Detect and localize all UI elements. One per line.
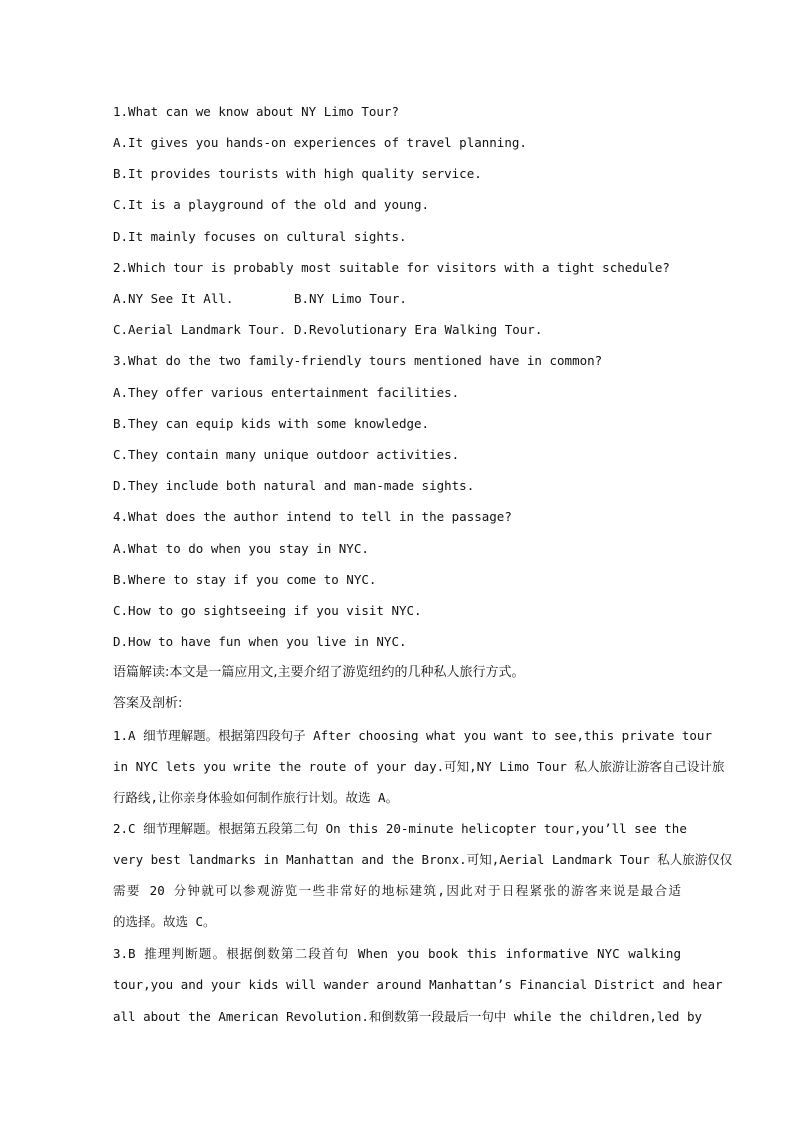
analysis-line: 需要 20 分钟就可以参观游览一些非常好的地标建筑,因此对于日程紧张的游客来说是最合适 <box>113 883 681 898</box>
analysis-line: 3.B 推理判断题。根据倒数第二段首句 When you book this informative NYC walking <box>113 946 681 961</box>
question-1-option-a: A.It gives you hands-on experiences of travel planning. <box>113 135 527 150</box>
question-4-option-d: D.How to have fun when you live in NYC. <box>113 634 407 649</box>
analysis-line: 行路线,让你亲身体验如何制作旅行计划。故选 A。 <box>113 790 399 805</box>
analysis-line: tour,you and your kids will wander around Manhattan’s Financial District and hear <box>113 977 723 992</box>
analysis-line: very best landmarks in Manhattan and the Bronx.可知,Aerial Landmark Tour 私人旅游仅仅 <box>113 852 733 867</box>
analysis-line: 的选择。故选 C。 <box>113 914 216 929</box>
question-3-stem: 3.What do the two family-friendly tours mentioned have in common? <box>113 353 603 368</box>
passage-summary: 语篇解读:本文是一篇应用文,主要介绍了游览纽约的几种私人旅行方式。 <box>113 665 525 680</box>
answers-heading: 答案及剖析: <box>113 696 183 711</box>
question-2-option-c: C.Aerial Landmark Tour. <box>113 322 287 337</box>
question-4-option-b: B.Where to stay if you come to NYC. <box>113 572 377 587</box>
question-1-option-d: D.It mainly focuses on cultural sights. <box>113 229 407 244</box>
question-1-option-c: C.It is a playground of the old and young. <box>113 197 430 212</box>
question-4-option-c: C.How to go sightseeing if you visit NYC. <box>113 603 422 618</box>
question-1-option-b: B.It provides tourists with high quality service. <box>113 166 482 181</box>
question-2-option-a: A.NY See It All. <box>113 291 234 306</box>
question-2-option-row-1 <box>113 293 233 306</box>
question-3-option-b: B.They can equip kids with some knowledge. <box>113 416 430 431</box>
question-3-option-d: D.They include both natural and man-made sights. <box>113 478 475 493</box>
question-3-option-a: A.They offer various entertainment facilities. <box>113 385 460 400</box>
analysis-line: in NYC lets you write the route of your day.可知,NY Limo Tour 私人旅游让游客自己设计旅 <box>113 759 725 774</box>
analysis-line: 2.C 细节理解题。根据第五段第二句 On this 20-minute helicopter tour,you’ll see the <box>113 821 687 836</box>
question-3-option-c: C.They contain many unique outdoor activities. <box>113 447 460 462</box>
question-2-option-d: D.Revolutionary Era Walking Tour. <box>294 322 543 337</box>
question-4-option-a: A.What to do when you stay in NYC. <box>113 541 369 556</box>
question-2-option-b: B.NY Limo Tour. <box>294 291 407 306</box>
question-4-stem: 4.What does the author intend to tell in the passage? <box>113 509 512 524</box>
question-1-stem: 1.What can we know about NY Limo Tour? <box>113 104 399 119</box>
question-2-stem: 2.Which tour is probably most suitable for visitors with a tight schedule? <box>113 260 670 275</box>
analysis-line: all about the American Revolution.和倒数第一段最后一句中 while the children,led by <box>113 1009 703 1024</box>
analysis-line: 1.A 细节理解题。根据第四段句子 After choosing what you want to see,this private tour <box>113 728 712 743</box>
